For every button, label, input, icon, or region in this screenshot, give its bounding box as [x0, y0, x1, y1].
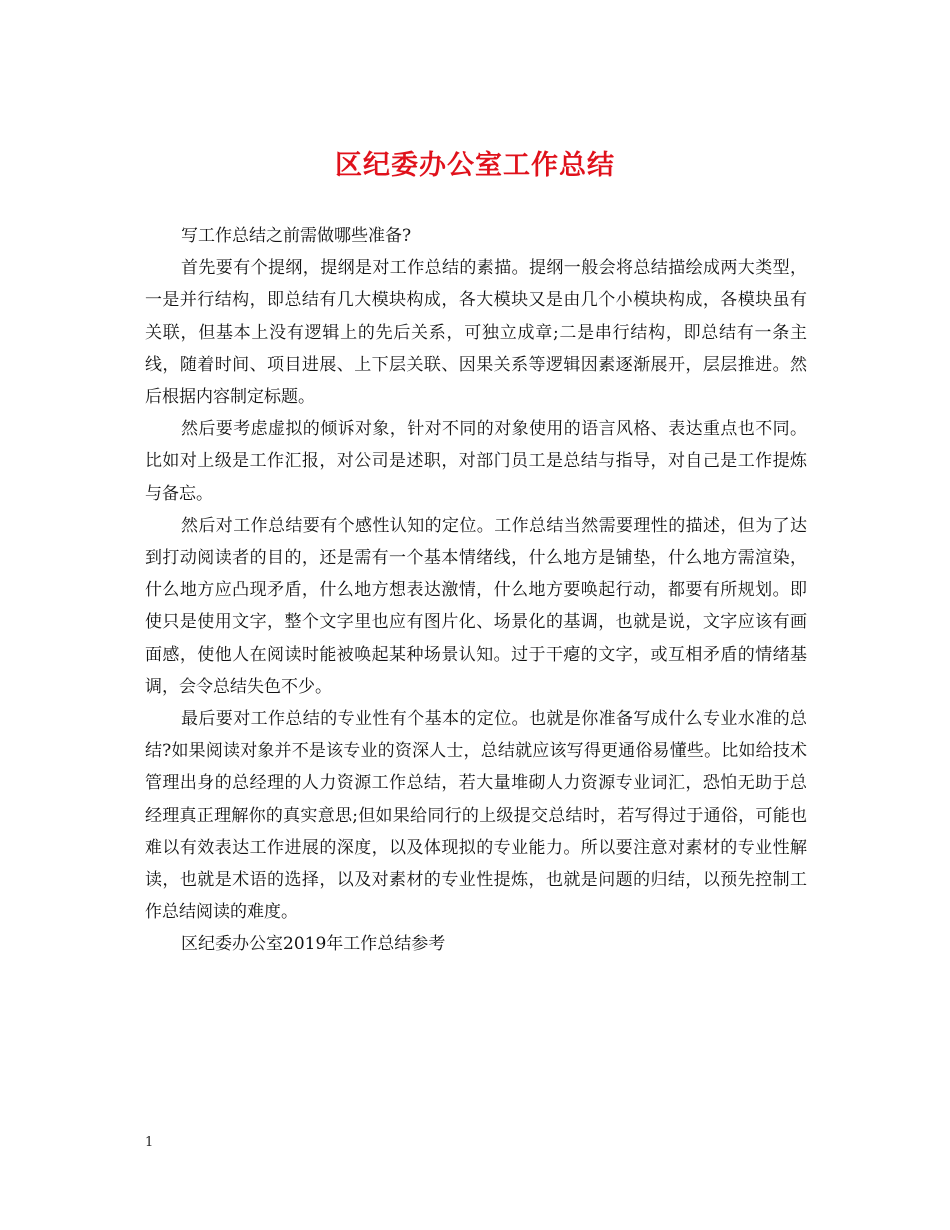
paragraph-6: 区纪委办公室2019年工作总结参考 [181, 934, 446, 955]
paragraph-2: 首先要有个提纲，提纲是对工作总结的素描。提纲一般会将总结描绘成两大类型，一是并行结构，即总结有几大模块构成，各大模块又是由几个小模块构成，各模块虽有关联，但基本上没有逻辑上的先后关系，可独立成章;二是串行结构，即总结有一条主线，随着时间、项目进展、上下层关联、因果关系等逻辑因素逐渐展开，层层推进。然后根据内容制定标题。 [145, 258, 807, 408]
paragraph-5: 最后要对工作总结的专业性有个基本的定位。也就是你准备写成什么专业水准的总结?如果阅读对象并不是该专业的资深人士，总结就应该写得更通俗易懂些。比如给技术管理出身的总经理的人力资源工作总结，若大量堆砌人力资源专业词汇，恐怕无助于总经理真正理解你的真实意思;但如果给同行的上级提交总结时，若写得过于通俗，可能也难以有效表达工作进展的深度，以及体现拟的专业能力。所以要注意对素材的专业性解读，也就是术语的选择，以及对素材的专业性提炼，也就是问题的归结，以预先控制工作总结阅读的难度。 [145, 709, 807, 923]
paragraph-4: 然后对工作总结要有个感性认知的定位。工作总结当然需要理性的描述，但为了达到打动阅读者的目的，还是需有一个基本情绪线，什么地方是铺垫，什么地方需渲染，什么地方应凸现矛盾，什么地方想表达激情，什么地方要唤起行动，都要有所规划。即使只是使用文字，整个文字里也应有图片化、场景化的基调，也就是说，文字应该有画面感，使他人在阅读时能被唤起某种场景认知。过于干瘪的文字，或互相矛盾的情绪基调，会令总结失色不少。 [145, 515, 807, 697]
page-number: 1 [145, 1135, 154, 1150]
document-title: 区纪委办公室工作总结 [335, 150, 615, 181]
document-body [145, 220, 807, 961]
paragraph-3: 然后要考虑虚拟的倾诉对象，针对不同的对象使用的语言风格、表达重点也不同。比如对上级是工作汇报，对公司是述职，对部门员工是总结与指导，对自己是工作提炼与备忘。 [145, 419, 807, 504]
paragraph-1: 写工作总结之前需做哪些准备? [181, 226, 412, 246]
